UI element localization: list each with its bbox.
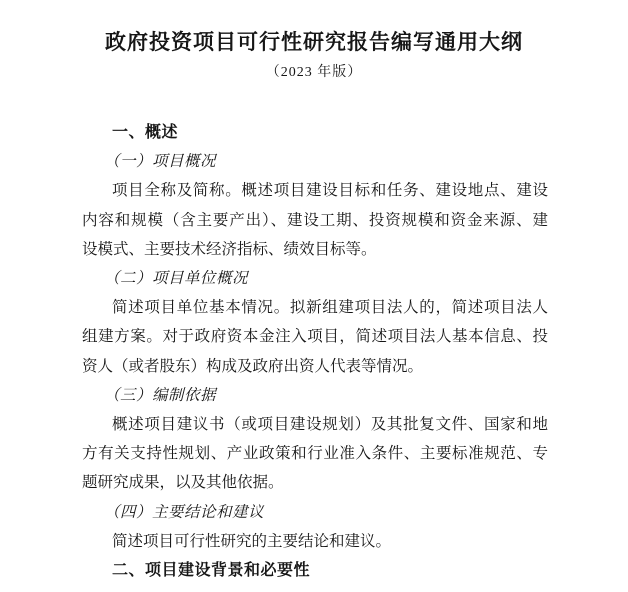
subsection-heading-1-4: （四）主要结论和建议 bbox=[104, 503, 265, 521]
body-line: 资人（或者股东）构成及政府出资人代表等情况。 bbox=[82, 357, 424, 375]
body-line: 内容和规模（含主要产出）、建设工期、投资规模和资金来源、建 bbox=[82, 211, 548, 229]
body-line: 简述项目可行性研究的主要结论和建议。 bbox=[112, 532, 392, 550]
subsection-heading-1-2: （二）项目单位概况 bbox=[104, 270, 249, 288]
body-line: 项目全称及简称。概述项目建设目标和任务、建设地点、建设 bbox=[112, 182, 548, 200]
body-line: 概述项目建议书（或项目建设规划）及其批复文件、国家和地 bbox=[112, 416, 548, 434]
body-line: 组建方案。对于政府资本金注入项目，简述项目法人基本信息、投 bbox=[82, 328, 548, 346]
document-body bbox=[82, 118, 548, 585]
subsection-heading-1-1: （一）项目概况 bbox=[104, 153, 217, 171]
body-line: 题研究成果，以及其他依据。 bbox=[82, 474, 284, 492]
body-line: 简述项目单位基本情况。拟新组建项目法人的，简述项目法人 bbox=[112, 299, 548, 317]
document-subtitle: （2023 年版） bbox=[265, 65, 363, 80]
body-line: 设模式、主要技术经济指标、绩效目标等。 bbox=[82, 240, 377, 258]
section-heading-2: 二、项目建设背景和必要性 bbox=[112, 562, 311, 580]
subsection-heading-1-3: （三）编制依据 bbox=[104, 386, 217, 404]
section-heading-1: 一、概述 bbox=[112, 124, 179, 141]
body-line: 方有关支持性规划、产业政策和行业准入条件、主要标准规范、专 bbox=[82, 445, 548, 463]
document-title: 政府投资项目可行性研究报告编写通用大纲 bbox=[105, 30, 523, 54]
